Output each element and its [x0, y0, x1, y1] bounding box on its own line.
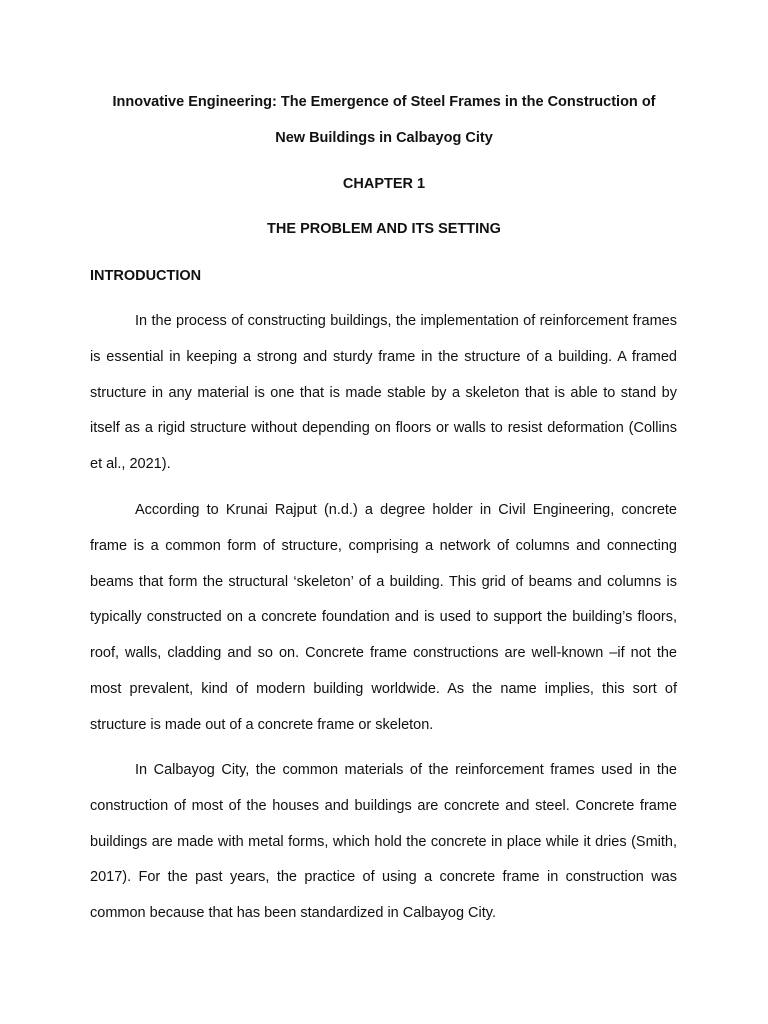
chapter-title: THE PROBLEM AND ITS SETTING — [267, 221, 501, 237]
document-title-line-1: Innovative Engineering: The Emergence of Steel Frames in the Construction of — [112, 94, 656, 110]
body-paragraph-1: In the process of constructing buildings, the implementation of reinforcement frames is essential in keeping a strong and sturdy frame in the structure of a building. A framed structure in any material is one that is made stable by a skeleton that is able to stand by itself as a rigid structure without depending on floors or walls to resist deformation (Collins et al., 2021). — [90, 313, 677, 473]
chapter-number: CHAPTER 1 — [342, 176, 426, 192]
body-paragraph-3: In Calbayog City, the common materials of the reinforcement frames used in the construction of most of the houses and buildings are concrete and steel. Concrete frame buildings are made with metal forms, which hold the concrete in place while it dries (Smith, 2017). For the past years, the practice of using a concrete frame in construction was common because that has been standardized in Calbayog City. — [90, 762, 677, 922]
section-heading-introduction: INTRODUCTION — [90, 268, 202, 284]
body-paragraph-2: According to Krunai Rajput (n.d.) a degree holder in Civil Engineering, concrete frame is a common form of structure, comprising a network of columns and connecting beams that form the structural ‘skeleton’ of a building. This grid of beams and columns is typically constructed on a concrete foundation and is used to support the building’s floors, roof, walls, cladding and so on. Concrete frame constructions are well-known –if not the most prevalent, kind of modern building worldwide. As the name implies, this sort of structure is made out of a concrete frame or skeleton. — [90, 502, 677, 733]
document-title-line-2: New Buildings in Calbayog City — [275, 130, 493, 146]
